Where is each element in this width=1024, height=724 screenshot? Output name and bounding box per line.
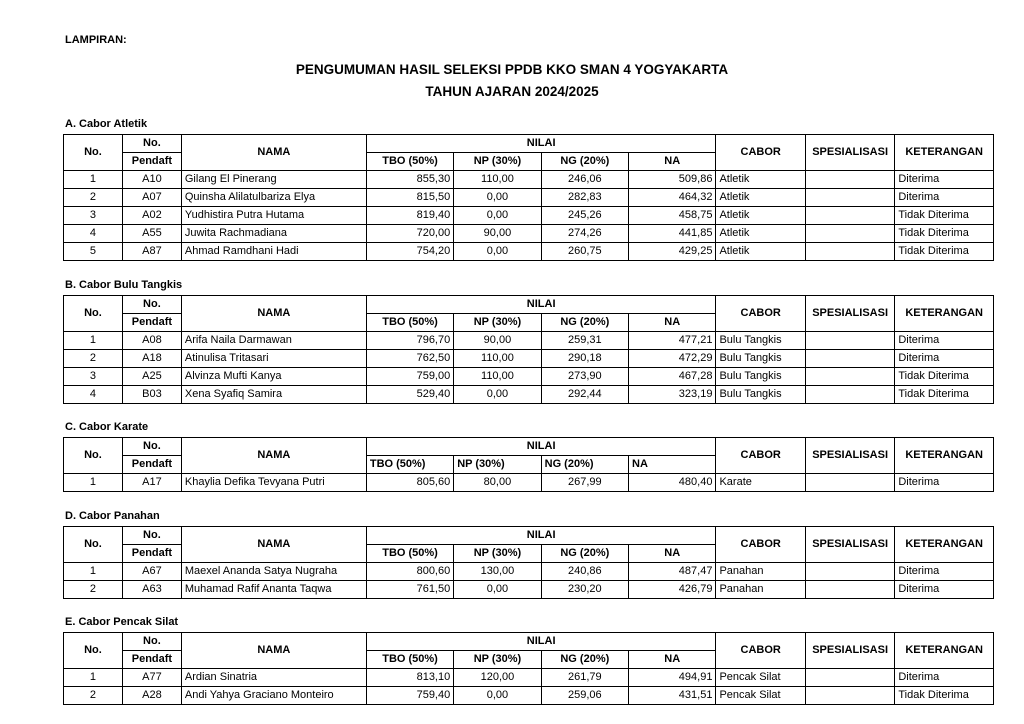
row-tbo: 720,00 [366,225,453,243]
row-pendaft: A17 [122,474,181,492]
row-np: 0,00 [454,687,541,705]
row-nama: Gilang El Pinerang [181,171,366,189]
row-tbo: 796,70 [366,332,453,350]
header-pendaft: Pendaft [122,651,181,669]
header-np: NP (30%) [454,651,541,669]
row-pendaft: A25 [122,368,181,386]
row-spesialisasi [805,368,894,386]
document-title: PENGUMUMAN HASIL SELEKSI PPDB KKO SMAN 4 YOGYAKARTA [295,62,729,77]
row-pendaft: A55 [122,225,181,243]
lampiran-label: LAMPIRAN: [65,34,127,46]
row-no: 1 [64,669,123,687]
row-ng: 274,26 [541,225,628,243]
header-keterangan: KETERANGAN [895,633,994,669]
row-pendaft: A10 [122,171,181,189]
header-no: No. [64,135,123,171]
row-tbo: 754,20 [366,243,453,261]
header-cabor: CABOR [716,633,805,669]
row-na: 494,91 [629,669,716,687]
results-table [63,526,994,599]
row-tbo: 815,50 [366,189,453,207]
row-pendaft: A07 [122,189,181,207]
header-spesialisasi: SPESIALISASI [805,527,894,563]
row-ng: 259,06 [541,687,628,705]
header-spesialisasi: SPESIALISASI [805,296,894,332]
table-row [64,171,994,189]
header-tbo: TBO (50%) [366,314,453,332]
row-tbo: 761,50 [366,581,453,599]
row-na: 477,21 [629,332,716,350]
row-no: 2 [64,581,123,599]
row-spesialisasi [805,189,894,207]
header-ng: NG (20%) [541,651,628,669]
row-pendaft: A77 [122,669,181,687]
row-keterangan: Diterima [895,563,994,581]
header-nama: NAMA [181,633,366,669]
table-row [64,687,994,705]
row-cabor: Atletik [716,171,805,189]
row-nama: Maexel Ananda Satya Nugraha [181,563,366,581]
row-np: 0,00 [454,581,541,599]
row-keterangan: Diterima [895,474,994,492]
row-na: 464,32 [629,189,716,207]
row-na: 441,85 [629,225,716,243]
row-keterangan: Tidak Diterima [895,225,994,243]
row-cabor: Atletik [716,207,805,225]
header-tbo: TBO (50%) [366,545,453,563]
row-ng: 261,79 [541,669,628,687]
row-cabor: Bulu Tangkis [716,368,805,386]
header-keterangan: KETERANGAN [895,135,994,171]
row-np: 110,00 [454,350,541,368]
row-nama: Andi Yahya Graciano Monteiro [181,687,366,705]
header-nama: NAMA [181,527,366,563]
row-keterangan: Tidak Diterima [895,368,994,386]
row-keterangan: Diterima [895,332,994,350]
header-pendaft: Pendaft [122,314,181,332]
row-tbo: 762,50 [366,350,453,368]
row-na: 426,79 [629,581,716,599]
row-np: 110,00 [454,368,541,386]
table-row [64,332,994,350]
row-nama: Khaylia Defika Tevyana Putri [181,474,366,492]
row-nama: Arifa Naila Darmawan [181,332,366,350]
row-cabor: Panahan [716,581,805,599]
row-ng: 246,06 [541,171,628,189]
header-na: NA [629,314,716,332]
table-row [64,563,994,581]
row-spesialisasi [805,171,894,189]
row-keterangan: Tidak Diterima [895,243,994,261]
header-nilai: NILAI [366,633,716,651]
header-na: NA [629,153,716,171]
row-nama: Ardian Sinatria [181,669,366,687]
row-nama: Xena Syafiq Samira [181,386,366,404]
row-nama: Muhamad Rafif Ananta Taqwa [181,581,366,599]
row-np: 110,00 [454,171,541,189]
row-na: 429,25 [629,243,716,261]
header-na: NA [629,651,716,669]
header-keterangan: KETERANGAN [895,438,994,474]
row-keterangan: Tidak Diterima [895,687,994,705]
row-ng: 259,31 [541,332,628,350]
table-row [64,189,994,207]
document-subtitle: TAHUN AJARAN 2024/2025 [425,84,599,99]
row-keterangan: Tidak Diterima [895,386,994,404]
row-np: 90,00 [454,332,541,350]
row-pendaft: A63 [122,581,181,599]
header-cabor: CABOR [716,135,805,171]
header-np: NP (30%) [454,545,541,563]
row-pendaft: A67 [122,563,181,581]
row-na: 487,47 [629,563,716,581]
row-np: 0,00 [454,386,541,404]
row-nama: Atinulisa Tritasari [181,350,366,368]
row-ng: 240,86 [541,563,628,581]
row-np: 0,00 [454,243,541,261]
row-ng: 260,75 [541,243,628,261]
header-pendaft: Pendaft [122,153,181,171]
header-np: NP (30%) [454,314,541,332]
row-pendaft: A08 [122,332,181,350]
row-no: 4 [64,225,123,243]
row-no: 5 [64,243,123,261]
header-nilai: NILAI [366,135,716,153]
table-row [64,207,994,225]
row-tbo: 800,60 [366,563,453,581]
table-row [64,243,994,261]
header-nilai: NILAI [366,296,716,314]
row-no: 1 [64,563,123,581]
header-na: NA [629,545,716,563]
row-tbo: 759,00 [366,368,453,386]
row-na: 431,51 [629,687,716,705]
row-spesialisasi [805,687,894,705]
header-nilai: NILAI [366,527,716,545]
header-ng: NG (20%) [541,314,628,332]
header-pendaft: Pendaft [122,545,181,563]
header-tbo: TBO (50%) [366,456,453,474]
row-pendaft: A87 [122,243,181,261]
header-no: No. [64,527,123,563]
row-keterangan: Diterima [895,171,994,189]
row-na: 467,28 [629,368,716,386]
row-ng: 245,26 [541,207,628,225]
results-table [63,134,994,261]
row-no: 2 [64,189,123,207]
table-row [64,669,994,687]
row-np: 0,00 [454,189,541,207]
row-pendaft: A02 [122,207,181,225]
row-na: 472,29 [629,350,716,368]
row-pendaft: A18 [122,350,181,368]
row-nama: Yudhistira Putra Hutama [181,207,366,225]
section-title: E. Cabor Pencak Silat [65,616,179,628]
header-spesialisasi: SPESIALISASI [805,438,894,474]
row-nama: Ahmad Ramdhani Hadi [181,243,366,261]
header-no: No. [64,633,123,669]
header-ng: NG (20%) [541,545,628,563]
row-spesialisasi [805,332,894,350]
header-spesialisasi: SPESIALISASI [805,633,894,669]
section-title: A. Cabor Atletik [65,118,148,130]
row-spesialisasi [805,386,894,404]
table-row [64,581,994,599]
row-tbo: 855,30 [366,171,453,189]
row-spesialisasi [805,563,894,581]
header-no-pendaft: No. [122,135,181,153]
row-ng: 273,90 [541,368,628,386]
results-table [63,632,994,705]
row-keterangan: Diterima [895,350,994,368]
header-nilai: NILAI [366,438,716,456]
row-na: 480,40 [629,474,716,492]
header-cabor: CABOR [716,527,805,563]
header-pendaft: Pendaft [122,456,181,474]
row-np: 80,00 [454,474,541,492]
row-tbo: 759,40 [366,687,453,705]
row-nama: Alvinza Mufti Kanya [181,368,366,386]
row-tbo: 805,60 [366,474,453,492]
row-no: 3 [64,368,123,386]
row-tbo: 529,40 [366,386,453,404]
header-na: NA [629,456,716,474]
row-cabor: Atletik [716,243,805,261]
row-np: 130,00 [454,563,541,581]
header-no-pendaft: No. [122,633,181,651]
table-row [64,474,994,492]
header-cabor: CABOR [716,296,805,332]
row-no: 1 [64,474,123,492]
row-spesialisasi [805,669,894,687]
header-no: No. [64,296,123,332]
row-keterangan: Diterima [895,189,994,207]
table-row [64,368,994,386]
row-pendaft: B03 [122,386,181,404]
header-no-pendaft: No. [122,527,181,545]
header-np: NP (30%) [454,153,541,171]
row-cabor: Panahan [716,563,805,581]
header-keterangan: KETERANGAN [895,296,994,332]
header-spesialisasi: SPESIALISASI [805,135,894,171]
table-row [64,350,994,368]
row-cabor: Pencak Silat [716,669,805,687]
row-nama: Juwita Rachmadiana [181,225,366,243]
row-no: 3 [64,207,123,225]
row-keterangan: Diterima [895,581,994,599]
row-cabor: Bulu Tangkis [716,350,805,368]
row-no: 2 [64,350,123,368]
section-title: B. Cabor Bulu Tangkis [65,279,183,291]
row-spesialisasi [805,207,894,225]
row-ng: 230,20 [541,581,628,599]
header-tbo: TBO (50%) [366,651,453,669]
header-tbo: TBO (50%) [366,153,453,171]
row-ng: 282,83 [541,189,628,207]
row-cabor: Atletik [716,225,805,243]
row-nama: Quinsha Alilatulbariza Elya [181,189,366,207]
section-title: D. Cabor Panahan [65,510,160,522]
row-na: 323,19 [629,386,716,404]
row-tbo: 819,40 [366,207,453,225]
row-no: 2 [64,687,123,705]
row-no: 4 [64,386,123,404]
header-ng: NG (20%) [541,153,628,171]
row-pendaft: A28 [122,687,181,705]
row-spesialisasi [805,225,894,243]
row-tbo: 813,10 [366,669,453,687]
header-ng: NG (20%) [541,456,628,474]
row-cabor: Karate [716,474,805,492]
row-spesialisasi [805,474,894,492]
header-nama: NAMA [181,135,366,171]
row-ng: 292,44 [541,386,628,404]
results-table [63,437,994,492]
header-no: No. [64,438,123,474]
header-cabor: CABOR [716,438,805,474]
header-nama: NAMA [181,438,366,474]
row-keterangan: Tidak Diterima [895,207,994,225]
header-nama: NAMA [181,296,366,332]
row-np: 0,00 [454,207,541,225]
row-cabor: Atletik [716,189,805,207]
row-spesialisasi [805,350,894,368]
row-no: 1 [64,171,123,189]
row-ng: 267,99 [541,474,628,492]
row-spesialisasi [805,581,894,599]
results-table [63,295,994,404]
row-np: 120,00 [454,669,541,687]
row-keterangan: Diterima [895,669,994,687]
row-no: 1 [64,332,123,350]
row-na: 458,75 [629,207,716,225]
header-np: NP (30%) [454,456,541,474]
row-cabor: Bulu Tangkis [716,386,805,404]
row-np: 90,00 [454,225,541,243]
header-no-pendaft: No. [122,296,181,314]
header-keterangan: KETERANGAN [895,527,994,563]
row-cabor: Bulu Tangkis [716,332,805,350]
section-title: C. Cabor Karate [65,421,149,433]
row-spesialisasi [805,243,894,261]
row-na: 509,86 [629,171,716,189]
header-no-pendaft: No. [122,438,181,456]
table-row [64,386,994,404]
row-cabor: Pencak Silat [716,687,805,705]
table-row [64,225,994,243]
row-ng: 290,18 [541,350,628,368]
